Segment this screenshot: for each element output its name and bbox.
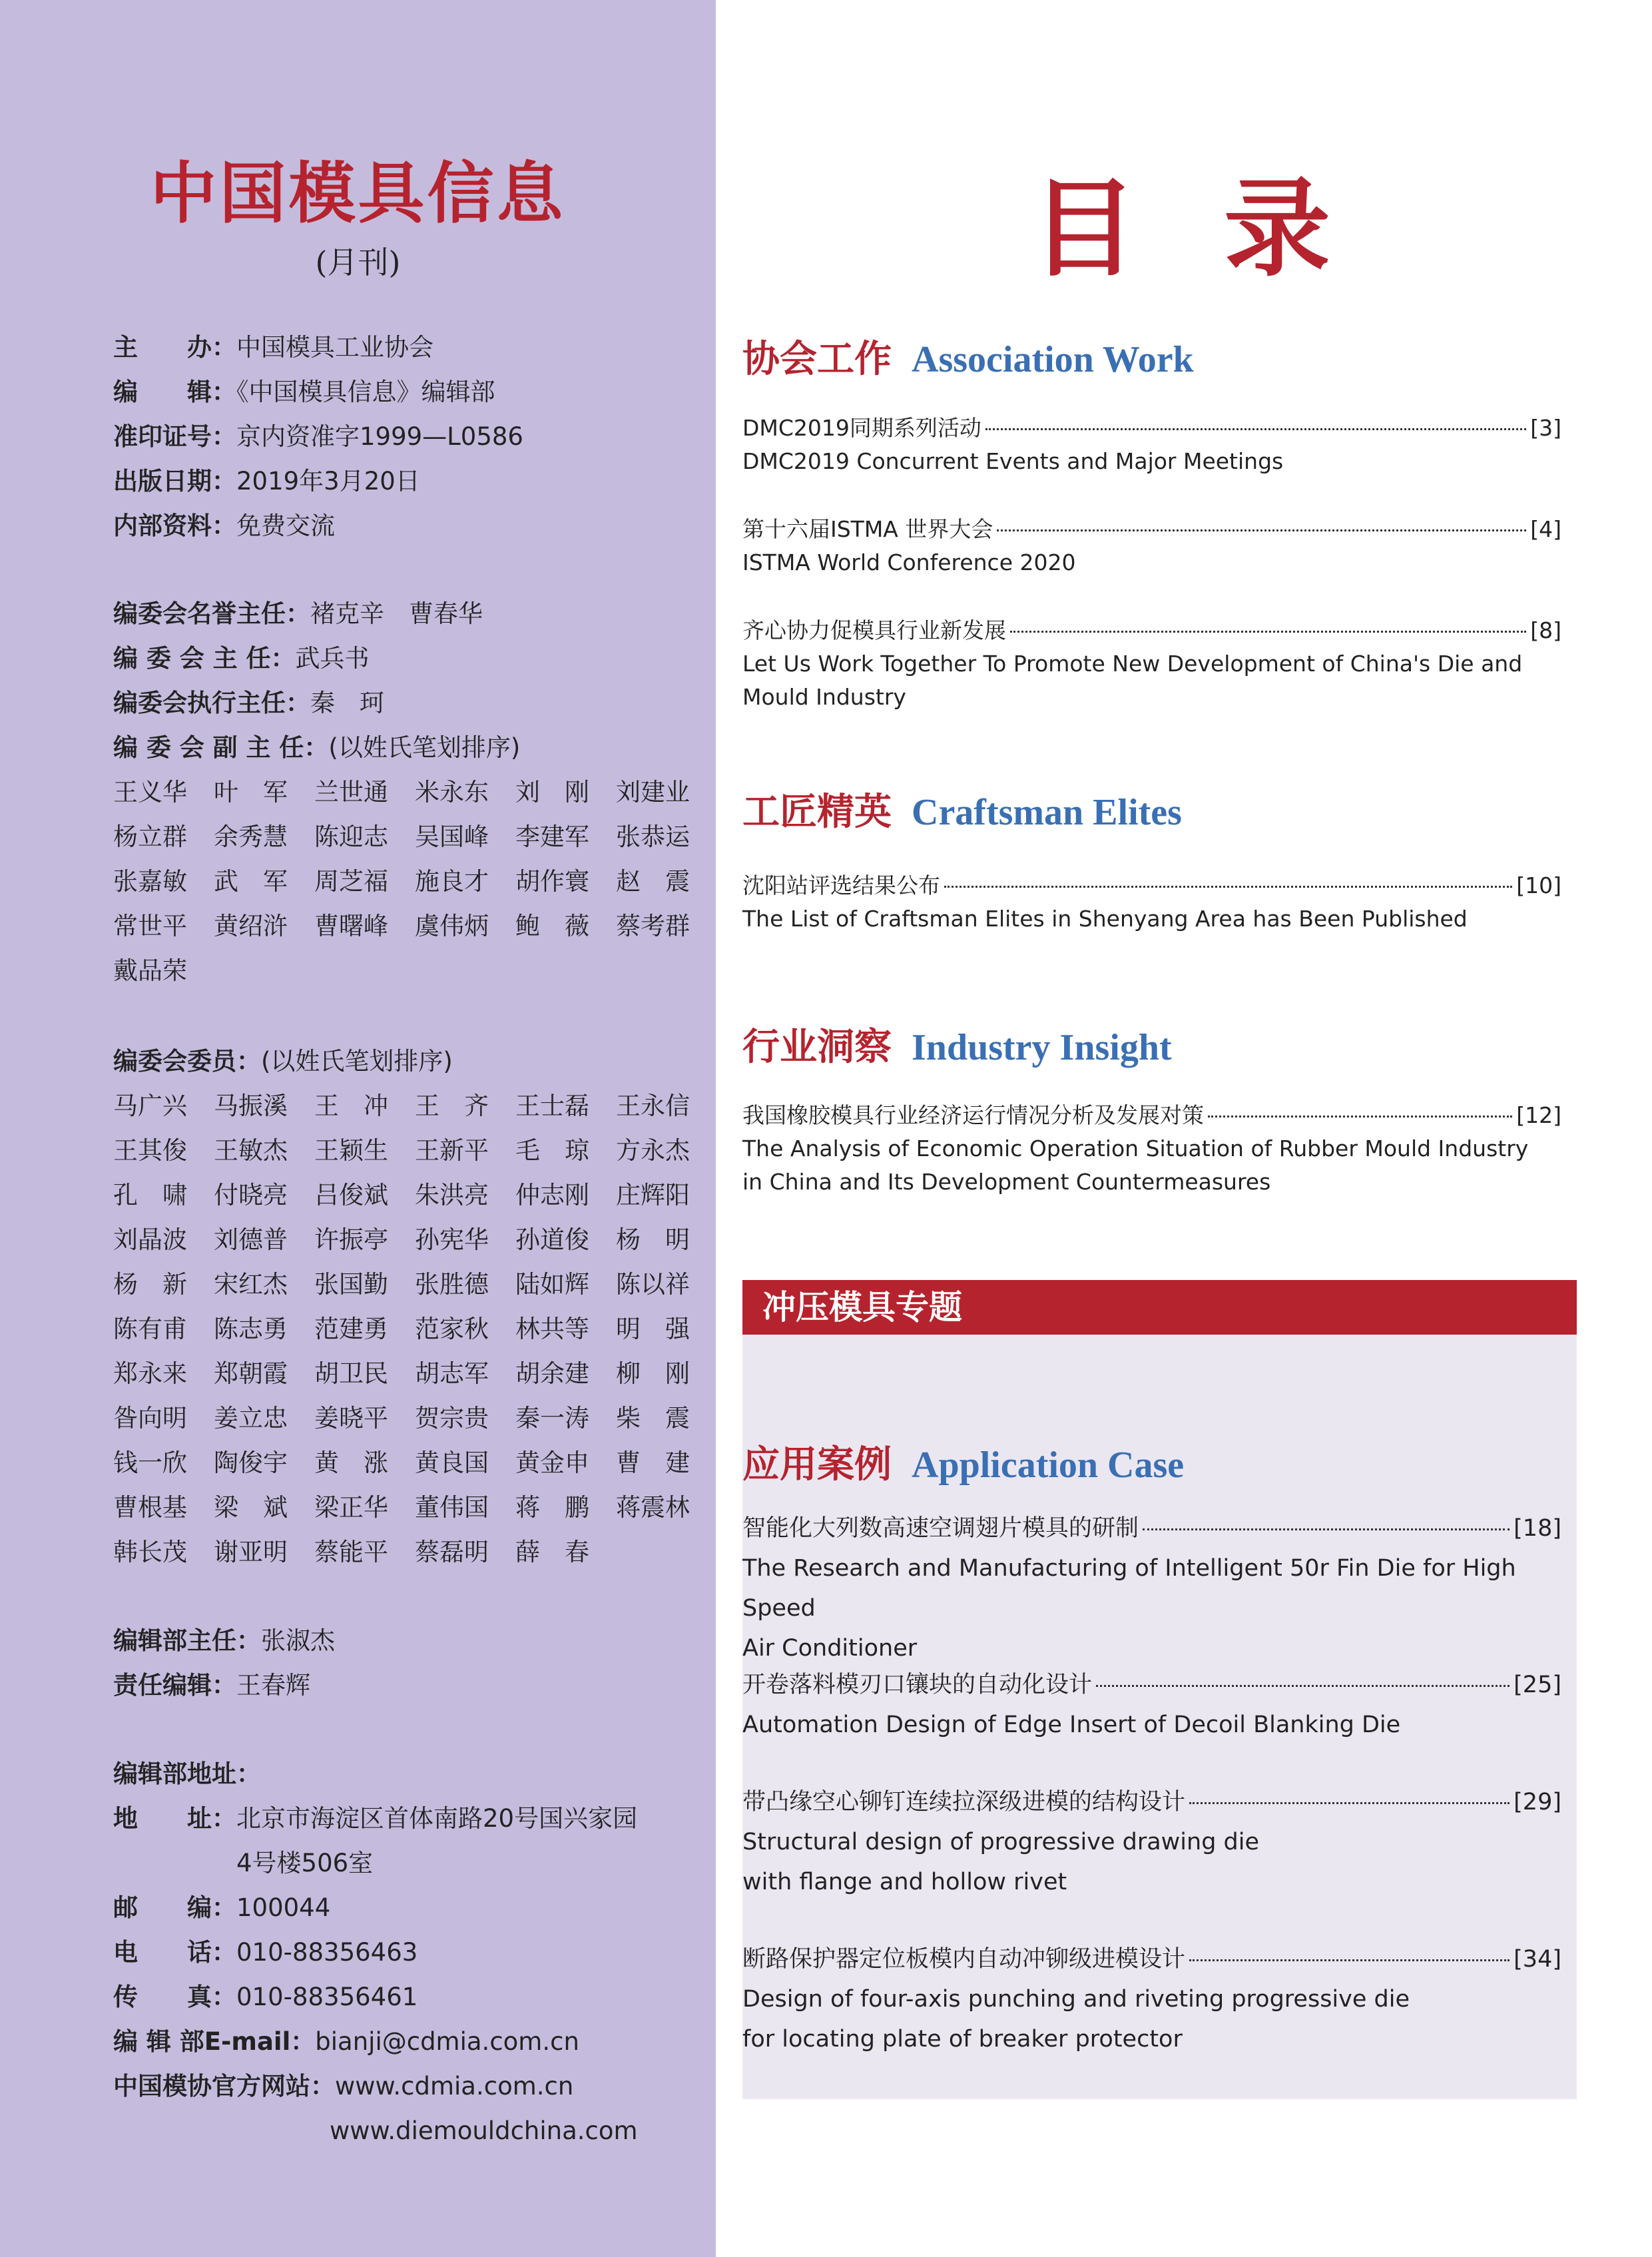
phone-value: 010-88356463 (236, 1938, 418, 1967)
vice-director-name: 赵 震 (616, 867, 690, 896)
entry-page: [3] (1530, 415, 1561, 441)
member-name: 马广兴 (113, 1092, 187, 1120)
vice-director-name: 余秀慧 (214, 822, 288, 851)
vice-director-name: 兰世通 (314, 778, 388, 806)
info-value: 《中国模具信息》编辑部 (236, 378, 495, 406)
member-list (113, 1084, 716, 1574)
committee-value: 褚克辛 曹春华 (310, 599, 483, 628)
member-name: 胡志军 (415, 1359, 489, 1388)
member-name: 黄金申 (515, 1449, 589, 1477)
member-name: 董伟国 (415, 1493, 489, 1522)
entry-en: The List of Craftsman Elites in Shenyang Area has Been Published (742, 906, 1468, 932)
entry-page: [18] (1514, 1515, 1561, 1542)
vice-director-name: 叶 军 (214, 778, 288, 806)
member-name: 方永杰 (616, 1136, 690, 1165)
member-name: 贺宗贵 (415, 1404, 489, 1433)
entry-en: Automation Design of Edge Insert of Decoil Blanking Die (742, 1712, 1401, 1738)
info-label: 出版日期： (113, 467, 236, 495)
phone-label: 电 话： (113, 1938, 236, 1967)
section-cn: 行业洞察 (742, 1025, 892, 1069)
member-name: 曹 建 (616, 1449, 690, 1477)
member-name: 姜立忠 (214, 1404, 288, 1433)
member-name: 胡余建 (515, 1359, 589, 1388)
member-name: 蔡能平 (314, 1538, 388, 1566)
address-info (113, 1752, 638, 2153)
section-en: Craftsman Elites (912, 792, 1182, 833)
entry-en: Design of four-axis punching and riveting progressive die (742, 1986, 1410, 2013)
entry-en: Let Us Work Together To Promote New Development of China's Die and (742, 651, 1523, 677)
info-value: 免费交流 (236, 511, 335, 540)
committee-value: 秦 珂 (310, 689, 384, 717)
member-name: 孙宪华 (415, 1225, 489, 1254)
vice-director-name: 米永东 (415, 778, 489, 806)
vice-director-name: 虞伟炳 (415, 912, 489, 940)
entry-cn: 齐心协力促模具行业新发展 (742, 617, 1006, 643)
entry-en: Structural design of progressive drawing die (742, 1829, 1260, 1855)
vice-director-name: 刘建业 (616, 778, 690, 806)
member-name: 林共等 (515, 1315, 589, 1343)
member-name: 朱洪亮 (415, 1181, 489, 1209)
toc-entry[interactable] (742, 1939, 1561, 2059)
postcode-label: 邮 编： (113, 1893, 236, 1922)
toc-entry[interactable] (742, 614, 1561, 714)
leader-dots (1208, 1116, 1512, 1118)
member-name: 刘德普 (214, 1225, 288, 1254)
vice-director-name: 武 军 (214, 867, 288, 896)
entry-page: [10] (1516, 872, 1561, 898)
toc-entry[interactable] (742, 513, 1561, 579)
member-name: 王颖生 (314, 1136, 388, 1165)
member-name: 王敏杰 (214, 1136, 288, 1165)
member-name: 明 强 (616, 1315, 690, 1343)
magazine-subtitle: (月刊) (315, 244, 401, 280)
vice-director-name: 王义华 (113, 778, 187, 806)
entry-cn: 沈阳站评选结果公布 (742, 872, 940, 898)
member-name: 杨 新 (113, 1270, 187, 1299)
member-name: 蔡磊明 (415, 1538, 489, 1566)
leader-dots (944, 886, 1512, 888)
member-name: 陈有甫 (113, 1315, 187, 1343)
section-application-case (742, 1435, 1184, 1488)
vice-director-name: 黄绍浒 (214, 912, 288, 940)
entry-en-2: with flange and hollow rivet (742, 1869, 1067, 1895)
info-value: 中国模具工业协会 (236, 333, 433, 362)
entry-cn: 带凸缘空心铆钉连续拉深级进模的结构设计 (742, 1789, 1186, 1815)
info-value: 京内资准字1999—L0586 (236, 422, 523, 451)
entry-page: [8] (1530, 617, 1561, 643)
entry-cn: 我国橡胶模具行业经济运行情况分析及发展对策 (742, 1102, 1204, 1128)
entry-cn: 第十六届ISTMA 世界大会 (742, 516, 993, 542)
member-name: 谢亚明 (214, 1538, 288, 1566)
vice-director-name: 常世平 (113, 912, 187, 940)
committee-value: 武兵书 (295, 644, 370, 673)
entry-en: ISTMA World Conference 2020 (742, 549, 1076, 575)
member-name: 毛 琼 (515, 1136, 589, 1165)
member-name: 张胜德 (415, 1270, 489, 1299)
info-label: 编 辑： (113, 378, 236, 406)
address-label: 地 址： (113, 1804, 236, 1833)
member-name: 王 冲 (314, 1092, 388, 1120)
entry-cn: 开卷落料模刃口镶块的自动化设计 (742, 1672, 1093, 1698)
email-label: 编 辑 部E-mail： (113, 2027, 316, 2056)
vice-director-name: 胡作寰 (515, 867, 589, 896)
section-craftsman-elites (742, 783, 1182, 836)
address-value: 北京市海淀区首体南路20号国兴家园 (236, 1804, 638, 1833)
website-label: 中国模协官方网站： (113, 2072, 335, 2100)
members-label: 编委会委员： (113, 1047, 261, 1076)
entry-page: [29] (1514, 1789, 1561, 1815)
member-name: 韩长茂 (113, 1538, 187, 1566)
member-name: 孔 啸 (113, 1181, 187, 1209)
fax-value: 010-88356461 (236, 1983, 418, 2011)
vice-director-list (113, 770, 716, 993)
member-name: 范建勇 (314, 1315, 388, 1343)
website-link-2[interactable]: www.diemouldchina.com (330, 2116, 638, 2145)
vice-director-name: 杨立群 (113, 822, 187, 851)
vice-director-name: 李建军 (515, 822, 589, 851)
committee-label: 编委会执行主任： (113, 689, 310, 717)
member-name: 昝向明 (113, 1404, 187, 1433)
member-name: 梁正华 (314, 1493, 388, 1522)
member-name: 吕俊斌 (314, 1181, 388, 1209)
vice-director-name: 施良才 (415, 867, 489, 896)
member-name: 杨 明 (616, 1225, 690, 1254)
members-note: (以姓氏笔划排序) (261, 1047, 453, 1076)
member-name: 姜晓平 (314, 1404, 388, 1433)
info-label: 准印证号： (113, 422, 236, 451)
leader-dots (1096, 1685, 1510, 1687)
member-name: 陈以祥 (616, 1270, 690, 1299)
vice-director-name: 刘 刚 (515, 778, 589, 806)
member-name: 蒋震林 (616, 1493, 690, 1522)
leader-dots (985, 428, 1526, 430)
section-en: Application Case (912, 1445, 1185, 1486)
committee-label: 编 委 会 副 主 任： (113, 733, 329, 762)
entry-en-2: in China and Its Development Countermeasures (742, 1169, 1271, 1195)
entry-en: The Analysis of Economic Operation Situation of Rubber Mould Industry (742, 1135, 1529, 1161)
info-value: 2019年3月20日 (236, 467, 420, 495)
member-name: 王新平 (415, 1136, 489, 1165)
committee-label: 编 委 会 主 任： (113, 644, 296, 673)
vice-director-name: 蔡考群 (616, 912, 690, 940)
entry-cn: 断路保护器定位板模内自动冲铆级进模设计 (742, 1946, 1186, 1973)
member-name: 蒋 鹏 (515, 1493, 589, 1522)
member-name: 张国勤 (314, 1270, 388, 1299)
editorial-info (113, 1618, 335, 1708)
fax-label: 传 真： (113, 1983, 236, 2011)
member-name: 宋红杰 (214, 1270, 288, 1299)
member-name: 仲志刚 (515, 1181, 589, 1209)
entry-page: [25] (1514, 1672, 1561, 1698)
member-name: 王永信 (616, 1092, 690, 1120)
entry-page: [4] (1530, 516, 1561, 542)
section-cn: 应用案例 (742, 1443, 892, 1486)
vice-director-name: 鲍 薇 (515, 912, 589, 940)
toc-entry[interactable] (742, 1099, 1561, 1199)
committee-value: (以姓氏笔划排序) (328, 733, 521, 762)
toc-entry[interactable] (742, 1665, 1561, 1745)
vice-director-name: 曹曙峰 (314, 912, 388, 940)
member-name: 胡卫民 (314, 1359, 388, 1388)
leader-dots (1189, 1802, 1510, 1804)
entry-cn: 智能化大列数高速空调翅片模具的研制 (742, 1515, 1139, 1542)
entry-cn: DMC2019同期系列活动 (742, 415, 981, 441)
section-en: Association Work (912, 339, 1194, 380)
editorial-label: 编辑部主任： (113, 1626, 261, 1655)
member-name: 郑永来 (113, 1359, 187, 1388)
member-name: 曹根基 (113, 1493, 187, 1522)
entry-en-2: Mould Industry (742, 684, 906, 710)
contents-title: 目录 (1030, 166, 1417, 291)
editorial-label: 责任编辑： (113, 1671, 236, 1700)
info-label: 内部资料： (113, 511, 236, 540)
entry-en: DMC2019 Concurrent Events and Major Meetings (742, 448, 1284, 474)
member-name: 马振溪 (214, 1092, 288, 1120)
member-name: 王其俊 (113, 1136, 187, 1165)
website-link[interactable]: www.cdmia.com.cn (335, 2072, 574, 2100)
member-name: 陶俊宇 (214, 1449, 288, 1477)
toc-entry[interactable] (742, 1508, 1561, 1668)
entry-en-2: Air Conditioner (742, 1635, 918, 1662)
vice-director-name: 陈迎志 (314, 822, 388, 851)
leader-dots (1010, 631, 1526, 633)
section-industry-insight (742, 1018, 1172, 1071)
leader-dots (1189, 1959, 1510, 1961)
toc-entry[interactable] (742, 412, 1561, 478)
section-cn: 工匠精英 (742, 790, 892, 834)
member-name: 黄 涨 (314, 1449, 388, 1477)
vice-director-name: 周芝福 (314, 867, 388, 896)
member-name: 孙道俊 (515, 1225, 589, 1254)
leader-dots (997, 529, 1526, 531)
member-name: 刘晶波 (113, 1225, 187, 1254)
section-en: Industry Insight (912, 1027, 1172, 1068)
member-name: 庄辉阳 (616, 1181, 690, 1209)
magazine-title: 中国模具信息 (150, 155, 566, 232)
members-heading (113, 1039, 453, 1084)
member-name: 王 齐 (415, 1092, 489, 1120)
vice-director-name: 吴国峰 (415, 822, 489, 851)
leader-dots (1143, 1528, 1510, 1530)
member-name: 秦一涛 (515, 1404, 589, 1433)
entry-en: The Research and Manufacturing of Intelligent 50r Fin Die for High Speed (742, 1555, 1516, 1622)
address-heading: 编辑部地址： (113, 1760, 261, 1788)
member-name: 钱一欣 (113, 1449, 187, 1477)
committee-label: 编委会名誉主任： (113, 599, 310, 628)
vice-director-name: 戴品荣 (113, 956, 187, 985)
member-name: 范家秋 (415, 1315, 489, 1343)
member-name: 陈志勇 (214, 1315, 288, 1343)
member-name: 薛 春 (515, 1538, 589, 1566)
member-name: 柴 震 (616, 1404, 690, 1433)
address-value: 4号楼506室 (236, 1849, 374, 1877)
vice-director-name: 张恭运 (616, 822, 690, 851)
entry-page: [34] (1514, 1946, 1561, 1973)
committee-info (113, 591, 520, 770)
section-cn: 协会工作 (742, 337, 892, 381)
email-link[interactable]: bianji@cdmia.com.cn (315, 2027, 579, 2056)
vice-director-name: 张嘉敏 (113, 867, 187, 896)
entry-en-2: for locating plate of breaker protector (742, 2026, 1183, 2053)
member-name: 柳 刚 (616, 1359, 690, 1388)
member-name: 王士磊 (515, 1092, 589, 1120)
special-topic-label: 冲压模具专题 (762, 1288, 962, 1327)
editorial-value: 张淑杰 (261, 1626, 335, 1655)
member-name: 付晓亮 (214, 1181, 288, 1209)
member-name: 黄良国 (415, 1449, 489, 1477)
member-name: 梁 斌 (214, 1493, 288, 1522)
entry-page: [12] (1516, 1102, 1561, 1128)
publication-info (113, 325, 523, 548)
editorial-value: 王春辉 (236, 1671, 310, 1700)
member-name: 许振亭 (314, 1225, 388, 1254)
toc-entry[interactable] (742, 1782, 1561, 1902)
info-label: 主 办： (113, 333, 236, 362)
member-name: 陆如辉 (515, 1270, 589, 1299)
section-association-work (742, 330, 1194, 383)
postcode-value: 100044 (236, 1893, 331, 1922)
member-name: 郑朝霞 (214, 1359, 288, 1388)
toc-entry[interactable] (742, 869, 1561, 936)
